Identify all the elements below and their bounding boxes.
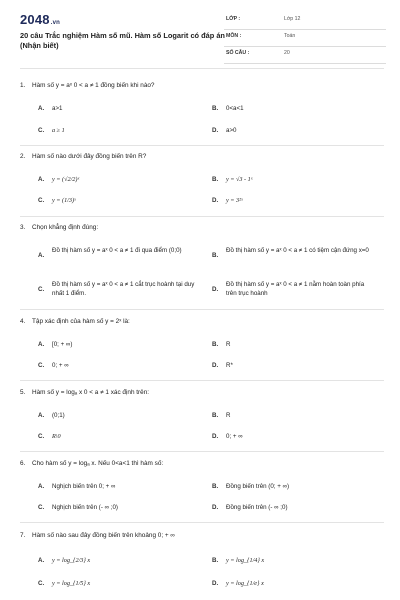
question-3-option-a[interactable]: A. Đồ thị hàm số y = aˣ 0 < a ≠ 1 đi qua điểm (0;0) <box>38 247 182 259</box>
divider <box>20 309 384 310</box>
meta-label: LỚP : <box>226 16 241 22</box>
meta-row-question-count <box>224 47 386 64</box>
meta-value: 20 <box>284 50 290 56</box>
question-3-option-b[interactable]: B. Đồ thị hàm số y = aˣ 0 < a ≠ 1 có tiệm cận đứng x=0 <box>212 247 369 259</box>
meta-row-class <box>224 13 386 30</box>
question-7-title: 7. Hàm số nào sau đây đồng biến trên khoảng 0; + ∞ <box>20 532 175 539</box>
question-3-option-d[interactable]: D. Đồ thị hàm số y = aˣ 0 < a ≠ 1 nằm hoàn toàn phía trên trục hoành <box>212 281 365 297</box>
question-3-title: 3. Chọn khẳng định đúng: <box>20 224 99 231</box>
worksheet-page: 2048.vn 20 câu Trắc nghiệm Hàm số mũ. Hàm số Logarit có đáp án (Nhận biết) LỚP : Lớp 12 MÔN : Toán SỐ CÂU : 20 1. Hàm số y = aˣ 0 < a ≠ 1 đồng biến khi nào? A. a>1 B. 0<a<1 C. a ≥ 1 D. a>0 2. Hàm số nào dưới đây đồng biến trên R? A. y = (√2/2)ˣ B. y = √3 - 1ˣ C. y = (1/3)ˣ D. y = 3²ˣ 3. Chọn khẳng định đúng: A. Đồ thị hàm số y = aˣ 0 < a ≠ 1 đi qua điểm (0;0) B. Đồ thị hàm số y = aˣ 0 < a ≠ 1 có tiệm cận đứng x=0 C. Đồ thị hàm số y = aˣ 0 < a ≠ 1 cắt trục hoành tại duy nhất 1 điểm. D. Đồ thị hàm số y = aˣ 0 < a ≠ 1 nằm hoàn toàn phía trên trục hoành 4. Tập xác định của hàm số y = 2ˣ là: A. [0; + ∞) B. R C. 0; + ∞ D. R* 5. Hàm số y = logₐ x 0 < a ≠ 1 xác định trên: A. (0;1) B. R C. R\0 D. 0; + ∞ 6. Cho hàm số y = logₐ x. Nếu 0<a<1 thì hàm số: A. Nghịch biến trên 0; + ∞ B. Đồng biến trên (0; + ∞) C. Nghịch biến trên (- ∞ ;0) D. Đồng biến trên (- ∞ ;0) 7. Hàm số nào sau đây đồng biến trên khoảng 0; + ∞ A. y = log_{2/3} x B. y = log_{1/4} x C. y = log_{1/5} x D. y = log_{1/e} x <box>0 0 400 600</box>
question-6-title: 6. Cho hàm số y = logₐ x. Nếu 0<a<1 thì hàm số: <box>20 460 164 467</box>
question-2-title: 2. Hàm số nào dưới đây đồng biến trên R? <box>20 153 147 160</box>
question-1-title: 1. Hàm số y = aˣ 0 < a ≠ 1 đồng biến khi nào? <box>20 82 155 89</box>
divider <box>20 68 384 69</box>
document-title: 20 câu Trắc nghiệm Hàm số mũ. Hàm số Logarit có đáp án (Nhận biết) <box>20 31 225 50</box>
meta-value: Toán <box>284 33 296 39</box>
divider <box>20 216 384 217</box>
question-3-option-c[interactable]: C. Đồ thị hàm số y = aˣ 0 < a ≠ 1 cắt trục hoành tại duy nhất 1 điểm. <box>38 281 195 297</box>
page-header <box>0 0 400 62</box>
divider <box>20 145 384 146</box>
site-logo[interactable]: 2048.vn <box>20 12 61 27</box>
question-5-title: 5. Hàm số y = logₐ x 0 < a ≠ 1 xác định trên: <box>20 389 150 396</box>
divider <box>20 451 384 452</box>
divider <box>20 380 384 381</box>
meta-label: SỐ CÂU : <box>226 50 250 56</box>
question-4-title: 4. Tập xác định của hàm số y = 2ˣ là: <box>20 318 130 325</box>
meta-value: Lớp 12 <box>284 16 301 22</box>
meta-info-table <box>224 13 386 64</box>
meta-row-subject <box>224 30 386 47</box>
divider <box>20 522 384 523</box>
meta-label: MÔN : <box>226 33 242 39</box>
